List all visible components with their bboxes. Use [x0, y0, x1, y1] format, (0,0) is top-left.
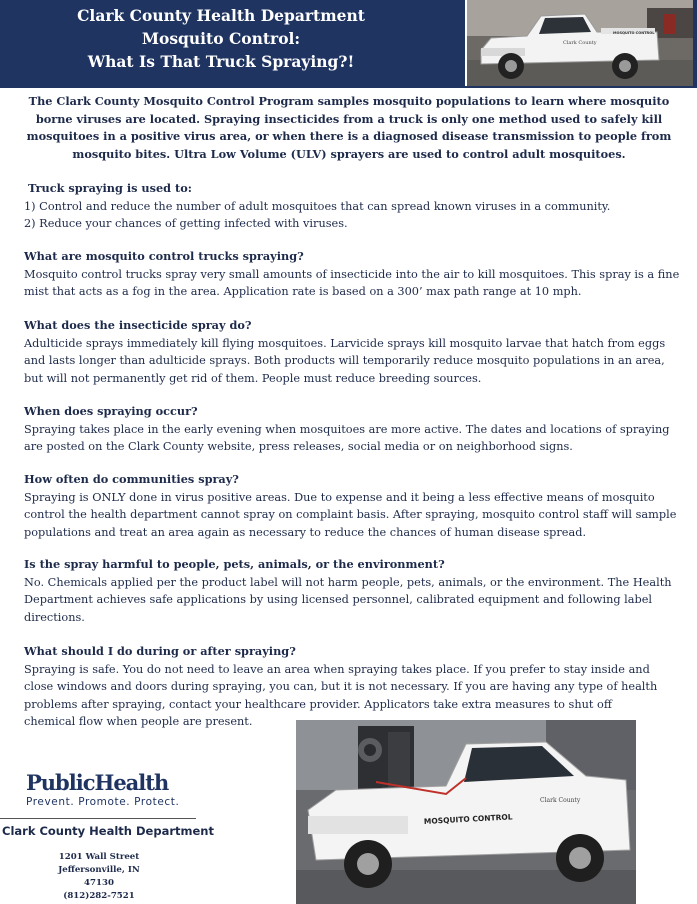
faq-answer: Mosquito control trucks spray very small amounts of insecticide into the air to kill mosquitoes. This spray is a fine mist that acts as a fog in the area. Application rate is based on a 300’ max path range at 10 mph. [24, 267, 680, 298]
title-line-3: What Is That Truck Spraying?! [87, 52, 355, 71]
truck-door-label: Clark County [540, 797, 581, 804]
public-health-logo [26, 770, 179, 808]
faq-question: What does the insecticide spray do? [24, 318, 252, 332]
uses-item-1: 1) Control and reduce the number of adult mosquitoes that can spread known viruses in a community. [24, 199, 611, 213]
truck-illustration-top [467, 0, 693, 86]
faq-section-2 [24, 317, 680, 387]
faq-section-1 [24, 248, 680, 301]
faq-answer: Adulticide sprays immediately kill flying mosquitoes. Larvicide sprays kill mosquito larvae that hatch from eggs and lasts longer than adulticide sprays. Both products will temporarily reduce mosquito populations in an area, but will not permanently get rid of them. People must reduce breeding sources. [24, 336, 666, 385]
logo-tagline: Prevent. Promote. Protect. [26, 796, 180, 808]
truck-illustration-bottom [296, 720, 636, 904]
truck-door-label: Clark County [563, 40, 597, 46]
faq-question: How often do communities spray? [24, 472, 239, 486]
faq-section-5 [24, 556, 680, 626]
faq-section-6 [24, 643, 680, 731]
faq-question: What are mosquito control trucks spraying? [24, 249, 304, 263]
truck-photo-top [465, 0, 693, 86]
faq-question: What should I do during or after spraying? [24, 644, 296, 658]
truck-side-label: MOSQUITO CONTROL [613, 31, 655, 35]
department-name: Clark County Health Department [2, 824, 214, 838]
uses-section [24, 180, 680, 233]
logo-title: PublicHealth [26, 770, 169, 795]
faq-answer: Spraying takes place in the early evening when mosquitoes are more active. The dates and locations of spraying are posted on the Clark County website, press releases, social media or on neighborhood signs. [24, 422, 670, 453]
address-city: Jeffersonville, IN [58, 865, 140, 875]
footer-divider [0, 818, 196, 819]
faq-answer: No. Chemicals applied per the product label will not harm people, pets, animals, or the environment. The Health Department achieves safe applications by using licensed personnel, calibrated equipment and following label directions. [24, 575, 672, 624]
faq-section-3 [24, 403, 680, 456]
uses-heading: Truck spraying is used to: [28, 181, 192, 195]
address-block [26, 851, 172, 903]
address-phone: (812)282-7521 [63, 891, 135, 901]
title-line-1: Clark County Health Department [77, 6, 365, 25]
faq-question: Is the spray harmful to people, pets, animals, or the environment? [24, 557, 445, 571]
title-line-2: Mosquito Control: [141, 29, 301, 48]
uses-item-2: 2) Reduce your chances of getting infected with viruses. [24, 217, 348, 230]
address-zip: 47130 [84, 878, 114, 888]
faq-answer: Spraying is safe. You do not need to leave an area when spraying takes place. If you prefer to stay inside and close windows and doors during spraying, you can, but it is not necessary. If you are having any type of health problems after spraying, contact your healthcare provider. Applicators take extra measures to shut off chemical flow when people are present. [24, 662, 658, 728]
truck-side-label: MOSQUITO CONTROL [423, 812, 513, 826]
faq-question: When does spraying occur? [24, 404, 198, 418]
faq-answer: Spraying is ONLY done in virus positive areas. Due to expense and it being a less effective means of mosquito control the health department cannot spray on complaint basis. After spraying, mosquito control staff will sample populations and treat an area again as necessary to reduce the chances of human disease spread. [24, 490, 677, 539]
page-title [0, 4, 442, 73]
intro-paragraph: The Clark County Mosquito Control Program samples mosquito populations to learn where mosquito borne viruses are located. Spraying insecticides from a truck is only one method used to safely kill mosquitoes in a positive virus area, or when there is a diagnosed disease transmission to people from mosquito bites. Ultra Low Volume (ULV) sprayers are used to control adult mosquitoes. [26, 94, 672, 161]
address-street: 1201 Wall Street [58, 852, 140, 862]
truck-photo-bottom [296, 720, 636, 904]
faq-section-4 [24, 471, 680, 541]
